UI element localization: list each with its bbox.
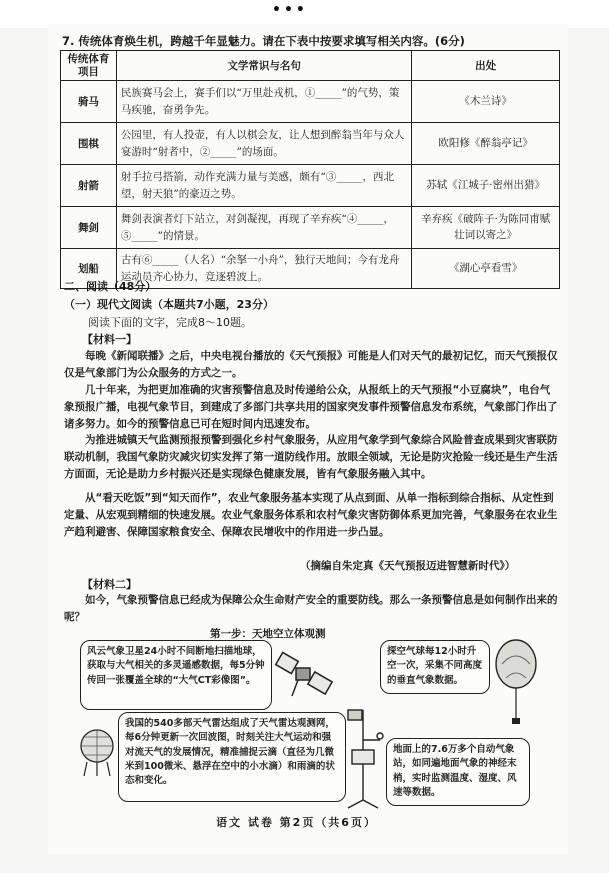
literature-table <box>60 50 560 289</box>
radar-dome-icon <box>76 726 118 780</box>
row-source: 欧阳修《醉翁亭记》 <box>412 123 560 165</box>
row-text: 舞剑表演者灯下站立，对剑凝视，再现了辛弃疾“④_____，⑤_____”的情景。 <box>116 207 411 249</box>
section-2-title: 二、阅读（48分） <box>64 280 157 293</box>
header-literature: 文学常识与名句 <box>116 51 411 81</box>
row-text: 公园里，有人投壶，有人以棋会友，让人想到醉翁当年与众人宴游时“射者中，②_____”的场面。 <box>116 123 411 165</box>
page-footer: 语文 试卷 第2页（共6页） <box>216 816 377 829</box>
weather-station-icon <box>340 700 386 810</box>
row-item: 射箭 <box>61 165 117 207</box>
material-1-paragraph: 为推进城镇天气监测预报预警到强化乡村气象服务，从应用气象学到气象综合风险普查成果到灾害联防联动机制，我国气象防灾减灾切实发挥了第一道防线作用。放眼全领域，无论是防灾抢险一线还是生产生活方面面，无论是助力乡村振兴还是实现绿色健康发展，皆有气象服务融入其中。 <box>64 434 558 480</box>
material-1-paragraph: 几十年来，为把更加准确的灾害预警信息及时传递给公众，从报纸上的天气预报“小豆腐块”，电台气象预报广播，电视气象节目，到建成了多部门共享共用的国家突发事件预警信息发布系统，气象部门作出了诸多努力。如今的预警信息已可在短时间内迅速发布。 <box>64 384 558 430</box>
row-source: 《木兰诗》 <box>412 81 560 123</box>
table-row <box>61 81 560 123</box>
header-source: 出处 <box>412 51 560 81</box>
row-source: 苏轼《江城子·密州出猎》 <box>412 165 560 207</box>
table-row <box>61 123 560 165</box>
station-textbox: 地面上的7.6万多个自动气象站，如同遍地面气象的神经末梢，实时监测温度、湿度、风速等数据。 <box>386 738 530 806</box>
row-item: 划船 <box>61 249 117 289</box>
row-text: 古有⑥_____（人名）“余拏一小舟”，独行天地间；今有龙舟运动员齐心协力，竞逐碧波上。 <box>116 249 411 289</box>
table-row <box>61 165 560 207</box>
weather-balloon-icon <box>492 638 540 728</box>
material-1-citation: （摘编自朱定真《天气预报迈进智慧新时代》） <box>300 560 516 572</box>
balloon-textbox: 探空气球每12小时升空一次，采集不同高度的垂直气象数据。 <box>380 640 490 694</box>
step-1-title: 第一步：天地空立体观测 <box>210 628 326 640</box>
reading-instruction: 阅读下面的文字，完成8～10题。 <box>88 316 252 329</box>
row-text: 民族赛马会上，赛手们以“万里赴戎机，①_____”的气势，策马疾驰，奋勇争先。 <box>116 81 411 123</box>
row-item: 舞剑 <box>61 207 117 249</box>
satellite-icon <box>270 646 340 706</box>
material-1-paragraph: 每晚《新闻联播》之后，中央电视台播放的《天气预报》可能是人们对天气的最初记忆，而天气预报仅仅是气象部门为公众服务的方式之一。 <box>64 350 558 379</box>
more-options-icon[interactable]: ••• <box>272 2 308 18</box>
radar-textbox: 我国的540多部天气雷达组成了天气雷达观测网，每6分钟更新一次回波图，时刻关注大气运动和强对流天气的发展情况，精准捕捉云滴（直径为几微米到100微米、悬浮在空中的小水滴）和雨滴的状态和变化。 <box>118 712 346 802</box>
row-source: 辛弃疾《破阵子·为陈同甫赋壮词以寄之》 <box>412 207 560 249</box>
table-header-row <box>61 51 560 81</box>
section-2-subtitle: （一）现代文阅读（本题共7小题，23分） <box>64 298 274 311</box>
material-1-paragraph: 从“看天吃饭”到“知天而作”，农业气象服务基本实现了从点到面、从单一指标到综合指标、从定性到定量、从宏观到精细的快速发展。农业气象服务体系和农村气象灾害防御体系更加完善，气象服务在农业生产趋利避害、保障国家粮食安全、保障农民增收中的作用进一步凸显。 <box>64 492 558 538</box>
table-row <box>61 207 560 249</box>
satellite-textbox: 风云气象卫星24小时不间断地扫描地球，获取与大气相关的多灵遥感数据，每5分钟传回一张覆盖全球的“大气CT彩像图”。 <box>80 640 272 710</box>
row-text: 射手拉弓搭箭，动作充满力量与美感，颇有“③_____，西北望，射天狼”的豪迈之势。 <box>116 165 411 207</box>
row-item: 骑马 <box>61 81 117 123</box>
header-item: 传统体育项目 <box>61 51 117 81</box>
question-7-title: 7. 传统体育焕生机，跨越千年显魅力。请在下表中按要求填写相关内容。(6分) <box>62 34 465 48</box>
row-source: 《湖心亭看雪》 <box>412 249 560 289</box>
material-2-intro: 如今，气象预警信息已经成为保障公众生命财产安全的重要防线。那么一条预警信息是如何制作出来的呢？ <box>64 594 558 623</box>
row-item: 围棋 <box>61 123 117 165</box>
material-2-label: 【材料二】 <box>82 578 137 591</box>
material-1-label: 【材料一】 <box>82 333 137 346</box>
